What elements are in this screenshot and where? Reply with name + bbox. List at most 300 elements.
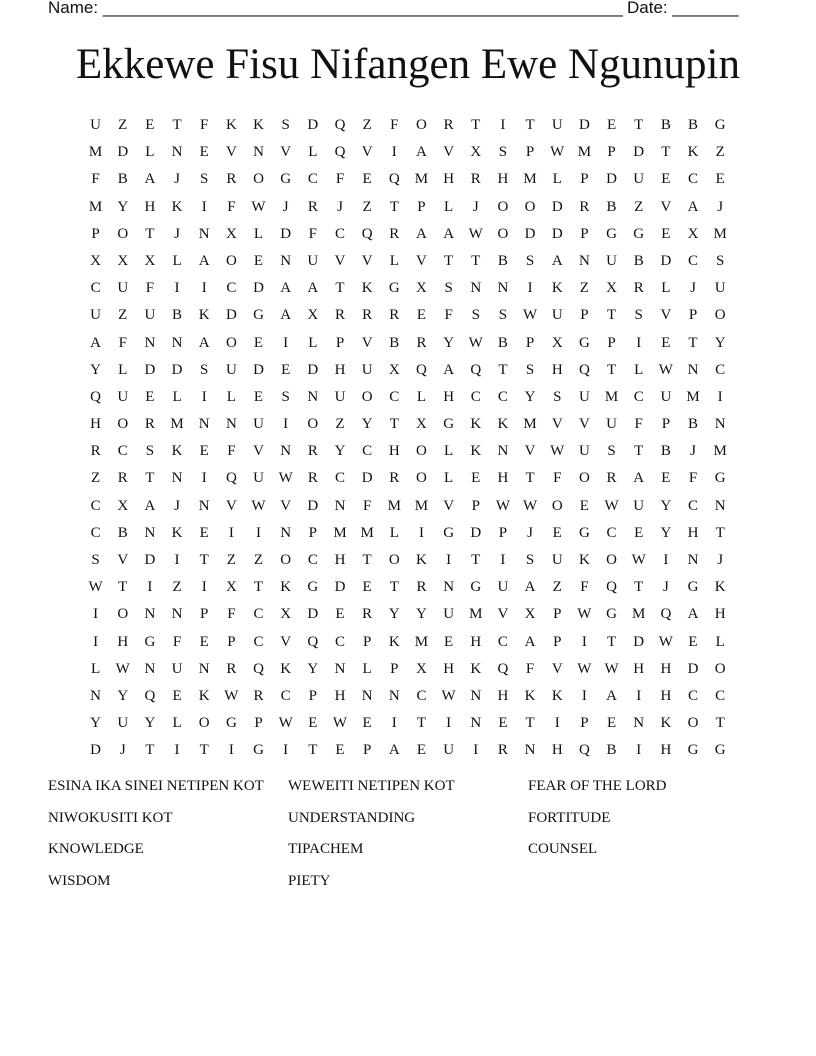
grid-letter: N	[361, 687, 373, 704]
grid-letter: K	[470, 443, 482, 460]
grid-letter: Q	[361, 225, 373, 242]
grid-letter: A	[388, 742, 400, 759]
grid-letter: A	[606, 687, 617, 704]
grid-letter: E	[335, 606, 345, 623]
grid-letter: W	[658, 633, 673, 650]
grid-letter: Z	[335, 416, 345, 433]
grid-letter: Q	[307, 633, 319, 650]
grid-letter: F	[227, 443, 236, 460]
grid-letter: Y	[334, 443, 346, 460]
grid-letter: E	[199, 144, 209, 161]
grid-letter: J	[472, 198, 479, 215]
grid-letter: P	[308, 687, 317, 704]
grid-letter: Q	[470, 361, 482, 378]
grid-letter: F	[118, 334, 127, 351]
grid-letter: G	[606, 606, 617, 623]
grid-letter: U	[714, 280, 726, 297]
grid-letter: R	[90, 443, 101, 460]
grid-letter: C	[606, 524, 617, 541]
grid-letter: G	[714, 117, 726, 133]
grid-letter: N	[280, 252, 292, 269]
grid-letter: A	[551, 252, 563, 269]
grid-letter: L	[308, 144, 318, 161]
grid-row	[82, 574, 734, 601]
grid-letter: J	[690, 280, 696, 297]
grid-letter: E	[688, 633, 698, 650]
grid-row	[82, 547, 734, 574]
grid-row	[82, 601, 734, 628]
grid-letter: H	[660, 687, 672, 704]
grid-letter: P	[607, 334, 616, 351]
grid-letter: B	[389, 334, 400, 351]
grid-letter: U	[443, 742, 455, 759]
grid-letter: S	[498, 307, 508, 324]
grid-letter: G	[606, 225, 617, 242]
grid-letter: J	[282, 198, 289, 215]
grid-letter: C	[117, 443, 128, 460]
grid-letter: N	[198, 497, 210, 514]
grid-letter: A	[144, 171, 156, 188]
grid-letter: D	[253, 361, 264, 378]
grid-letter: L	[253, 225, 264, 242]
grid-letter: R	[416, 579, 427, 596]
grid-letter: G	[280, 171, 292, 188]
grid-letter: O	[524, 198, 536, 215]
grid-letter: O	[225, 252, 237, 269]
grid-letter: L	[172, 252, 182, 269]
grid-letter: W	[631, 552, 646, 568]
grid-row	[82, 710, 734, 737]
grid-letter: H	[90, 416, 101, 433]
grid-letter: E	[471, 470, 481, 487]
grid-letter: T	[688, 334, 698, 351]
grid-letter: O	[497, 198, 509, 215]
grid-letter: C	[334, 225, 345, 242]
grid-letter: W	[550, 443, 565, 460]
grid-letter: O	[416, 443, 427, 460]
grid-letter: S	[525, 252, 535, 269]
grid-letter: D	[687, 660, 699, 677]
grid-letter: M	[414, 171, 429, 188]
grid-letter: L	[90, 660, 101, 677]
grid-letter: V	[361, 252, 373, 269]
grid-letter: N	[497, 280, 509, 297]
grid-letter: T	[172, 117, 182, 133]
grid-letter: J	[690, 443, 696, 460]
grid-letter: X	[225, 579, 237, 596]
grid-row	[82, 357, 734, 384]
grid-letter: C	[497, 633, 508, 650]
grid-letter: G	[687, 579, 699, 596]
grid-letter: U	[90, 307, 101, 324]
word-list-item: WISDOM	[48, 872, 111, 889]
grid-letter: X	[117, 497, 129, 514]
grid-letter: C	[307, 171, 318, 188]
grid-letter: Y	[660, 524, 672, 541]
grid-letter: B	[497, 252, 508, 269]
grid-letter: E	[308, 715, 318, 732]
grid-letter: P	[498, 524, 508, 541]
grid-letter: U	[307, 252, 319, 269]
grid-letter: A	[633, 470, 645, 487]
grid-letter: M	[577, 144, 592, 161]
grid-letter: H	[497, 171, 509, 188]
grid-letter: A	[307, 280, 319, 297]
grid-letter: P	[200, 606, 209, 623]
grid-letter: F	[91, 171, 100, 188]
grid-letter: T	[471, 117, 481, 133]
grid-letter: F	[227, 198, 236, 215]
grid-row	[82, 194, 734, 221]
grid-letter: N	[307, 388, 319, 405]
grid-letter: N	[225, 416, 237, 433]
grid-row	[82, 737, 734, 764]
grid-letter: Y	[307, 660, 319, 677]
grid-letter: G	[388, 280, 400, 297]
grid-letter: Q	[253, 660, 264, 677]
grid-letter: O	[687, 715, 699, 732]
grid-letter: R	[389, 225, 400, 242]
grid-letter: P	[525, 144, 535, 161]
grid-letter: U	[171, 660, 183, 677]
grid-letter: U	[334, 388, 346, 405]
grid-letter: N	[253, 144, 264, 161]
grid-letter: C	[715, 361, 726, 378]
grid-letter: R	[633, 280, 644, 297]
grid-letter: I	[147, 579, 153, 596]
grid-letter: E	[253, 388, 264, 405]
grid-row	[82, 139, 734, 166]
grid-letter: H	[117, 633, 129, 650]
grid-letter: D	[633, 633, 645, 650]
word-list-item: KNOWLEDGE	[48, 841, 144, 857]
grid-letter: X	[416, 416, 427, 433]
grid-letter: I	[581, 687, 587, 704]
grid-letter: X	[551, 334, 563, 351]
grid-letter: D	[361, 470, 373, 487]
grid-letter: D	[280, 225, 292, 242]
grid-letter: F	[634, 416, 643, 433]
grid-letter: N	[714, 416, 726, 433]
grid-letter: R	[307, 198, 318, 215]
grid-letter: W	[522, 307, 538, 324]
grid-letter: L	[444, 443, 454, 460]
grid-letter: F	[580, 579, 589, 596]
grid-letter: I	[636, 742, 642, 759]
grid-letter: P	[362, 633, 372, 650]
grid-letter: C	[362, 443, 373, 460]
grid-letter: I	[174, 552, 180, 568]
grid-letter: I	[283, 742, 289, 759]
grid-letter: G	[687, 742, 699, 759]
grid-letter: M	[523, 171, 537, 188]
grid-letter: I	[581, 633, 587, 650]
grid-letter: P	[607, 144, 616, 161]
grid-letter: H	[551, 742, 563, 759]
grid-letter: Y	[90, 361, 101, 378]
grid-letter: Z	[552, 579, 562, 596]
grid-letter: Y	[388, 606, 400, 623]
grid-letter: I	[554, 715, 560, 732]
grid-letter: D	[334, 579, 346, 596]
grid-letter: U	[578, 388, 590, 405]
grid-row	[82, 166, 734, 193]
grid-letter: M	[414, 497, 429, 514]
grid-letter: P	[308, 524, 317, 541]
grid-letter: F	[362, 497, 372, 514]
grid-letter: N	[171, 606, 183, 623]
grid-letter: N	[714, 497, 726, 514]
grid-letter: G	[714, 470, 726, 487]
grid-letter: R	[226, 660, 237, 677]
grid-letter: W	[468, 225, 483, 242]
grid-letter: E	[253, 252, 264, 269]
grid-letter: Q	[660, 606, 672, 623]
grid-letter: Y	[443, 334, 455, 351]
grid-letter: U	[551, 117, 563, 133]
grid-letter: K	[225, 117, 237, 133]
grid-letter: Y	[117, 198, 129, 215]
grid-letter: T	[715, 715, 725, 732]
grid-letter: S	[525, 361, 535, 378]
grid-letter: W	[468, 334, 483, 351]
grid-letter: G	[633, 225, 645, 242]
grid-letter: O	[606, 552, 617, 568]
grid-letter: V	[225, 144, 237, 161]
grid-letter: Z	[172, 579, 182, 596]
word-list-item: TIPACHEM	[288, 841, 364, 857]
grid-letter: I	[228, 524, 234, 541]
grid-letter: E	[661, 470, 671, 487]
grid-letter: S	[634, 307, 643, 324]
grid-letter: Z	[715, 144, 725, 161]
grid-letter: O	[578, 470, 590, 487]
grid-letter: R	[470, 171, 481, 188]
grid-letter: U	[144, 307, 156, 324]
grid-letter: T	[715, 524, 725, 541]
grid-letter: M	[170, 416, 184, 433]
grid-letter: S	[200, 361, 209, 378]
grid-letter: D	[524, 225, 536, 242]
grid-letter: R	[389, 307, 400, 324]
grid-letter: I	[446, 715, 452, 732]
grid-letter: V	[253, 443, 264, 460]
grid-row	[82, 221, 734, 248]
grid-letter: Q	[144, 687, 156, 704]
grid-letter: P	[553, 633, 562, 650]
grid-letter: C	[90, 524, 101, 541]
grid-letter: D	[144, 552, 156, 568]
grid-letter: G	[714, 742, 726, 759]
grid-letter: T	[606, 633, 617, 650]
grid-letter: I	[500, 552, 506, 568]
grid-letter: P	[580, 715, 589, 732]
grid-letter: H	[660, 660, 672, 677]
grid-letter: A	[280, 307, 292, 324]
grid-letter: E	[253, 334, 264, 351]
grid-letter: T	[199, 742, 209, 759]
grid-letter: T	[335, 280, 345, 297]
grid-letter: G	[253, 742, 264, 759]
grid-letter: V	[280, 633, 292, 650]
grid-letter: V	[117, 552, 129, 568]
grid-letter: W	[604, 660, 619, 677]
grid-letter: H	[660, 742, 672, 759]
grid-letter: R	[253, 687, 264, 704]
grid-letter: P	[335, 334, 345, 351]
grid-letter: K	[470, 660, 482, 677]
grid-letter: R	[416, 334, 427, 351]
grid-letter: D	[171, 361, 183, 378]
grid-letter: B	[688, 117, 699, 133]
grid-letter: W	[522, 497, 538, 514]
grid-letter: I	[636, 687, 642, 704]
grid-letter: C	[90, 497, 101, 514]
grid-letter: W	[577, 660, 592, 677]
grid-letter: M	[414, 633, 429, 650]
grid-letter: J	[717, 552, 724, 568]
grid-letter: P	[580, 171, 589, 188]
grid-letter: O	[416, 117, 427, 133]
grid-letter: A	[280, 280, 292, 297]
grid-letter: V	[361, 144, 373, 161]
grid-letter: S	[281, 117, 290, 133]
grid-letter: A	[416, 144, 427, 161]
header	[48, 0, 748, 20]
grid-letter: N	[171, 334, 183, 351]
grid-letter: S	[200, 171, 209, 188]
grid-letter: X	[90, 252, 101, 269]
grid-letter: I	[717, 388, 723, 405]
grid-row	[82, 465, 734, 492]
grid-letter: I	[93, 633, 99, 650]
grid-letter: Q	[334, 117, 346, 133]
grid-letter: E	[634, 524, 644, 541]
grid-letter: Z	[579, 280, 589, 297]
grid-letter: D	[633, 144, 645, 161]
grid-letter: M	[88, 198, 103, 215]
grid-letter: O	[361, 388, 373, 405]
grid-letter: W	[550, 144, 565, 161]
grid-letter: X	[606, 280, 617, 297]
grid-letter: I	[201, 198, 207, 215]
grid-letter: P	[553, 606, 562, 623]
grid-letter: K	[470, 416, 482, 433]
grid-letter: G	[578, 524, 590, 541]
grid-letter: X	[416, 660, 427, 677]
grid-letter: F	[390, 117, 399, 133]
grid-letter: C	[715, 687, 726, 704]
grid-letter: G	[253, 307, 264, 324]
grid-letter: C	[470, 388, 481, 405]
grid-row	[82, 629, 734, 656]
grid-letter: O	[117, 416, 129, 433]
grid-letter: I	[473, 742, 479, 759]
grid-letter: T	[199, 552, 209, 568]
grid-letter: N	[198, 225, 210, 242]
grid-letter: E	[552, 524, 562, 541]
grid-row	[82, 520, 734, 547]
grid-letter: L	[145, 144, 155, 161]
grid-letter: E	[715, 171, 725, 188]
grid-letter: M	[604, 388, 619, 405]
grid-letter: U	[225, 361, 237, 378]
grid-letter: I	[446, 552, 452, 568]
grid-letter: R	[144, 416, 155, 433]
grid-letter: U	[660, 388, 672, 405]
grid-letter: N	[687, 552, 699, 568]
grid-letter: A	[144, 497, 156, 514]
grid-letter: N	[198, 660, 210, 677]
grid-letter: Q	[578, 742, 590, 759]
grid-letter: C	[253, 633, 264, 650]
grid-letter: I	[500, 117, 506, 133]
grid-letter: K	[578, 552, 590, 568]
grid-letter: O	[388, 552, 400, 568]
grid-letter: O	[714, 660, 726, 677]
grid-letter: O	[117, 225, 129, 242]
grid-letter: H	[443, 660, 455, 677]
grid-letter: C	[416, 687, 427, 704]
grid-row	[82, 411, 734, 438]
grid-letter: R	[579, 198, 590, 215]
grid-letter: W	[278, 715, 293, 732]
grid-letter: A	[524, 633, 536, 650]
grid-letter: D	[606, 171, 617, 188]
grid-letter: T	[145, 470, 155, 487]
grid-letter: V	[334, 252, 346, 269]
grid-letter: C	[334, 470, 345, 487]
grid-letter: Z	[634, 198, 644, 215]
grid-letter: S	[498, 144, 508, 161]
grid-letter: P	[91, 225, 100, 242]
grid-letter: E	[362, 715, 372, 732]
grid-letter: J	[337, 198, 343, 215]
grid-letter: G	[470, 579, 482, 596]
grid-letter: T	[389, 416, 399, 433]
grid-letter: G	[443, 416, 455, 433]
grid-letter: N	[334, 497, 346, 514]
grid-letter: P	[525, 334, 535, 351]
grid-letter: T	[606, 307, 617, 324]
grid-letter: N	[470, 280, 482, 297]
grid-letter: T	[471, 252, 481, 269]
grid-letter: Z	[362, 198, 372, 215]
grid-letter: F	[444, 307, 453, 324]
grid-letter: X	[144, 252, 156, 269]
grid-letter: T	[362, 552, 372, 568]
grid-letter: C	[226, 280, 237, 297]
grid-letter: M	[333, 524, 347, 541]
grid-letter: U	[578, 443, 590, 460]
grid-letter: V	[280, 497, 292, 514]
name-field-label: Name: _______________________________________________________	[48, 0, 623, 17]
grid-letter: W	[88, 579, 103, 596]
grid-letter: W	[495, 497, 510, 514]
grid-letter: I	[391, 144, 397, 161]
grid-letter: Z	[118, 307, 128, 324]
grid-letter: T	[253, 579, 264, 596]
grid-row	[82, 330, 734, 357]
grid-letter: V	[225, 497, 237, 514]
grid-letter: J	[717, 198, 724, 215]
grid-letter: J	[174, 171, 180, 188]
grid-letter: V	[660, 307, 672, 324]
grid-letter: G	[307, 579, 319, 596]
grid-letter: H	[443, 388, 455, 405]
grid-letter: L	[118, 361, 128, 378]
grid-letter: N	[524, 742, 536, 759]
